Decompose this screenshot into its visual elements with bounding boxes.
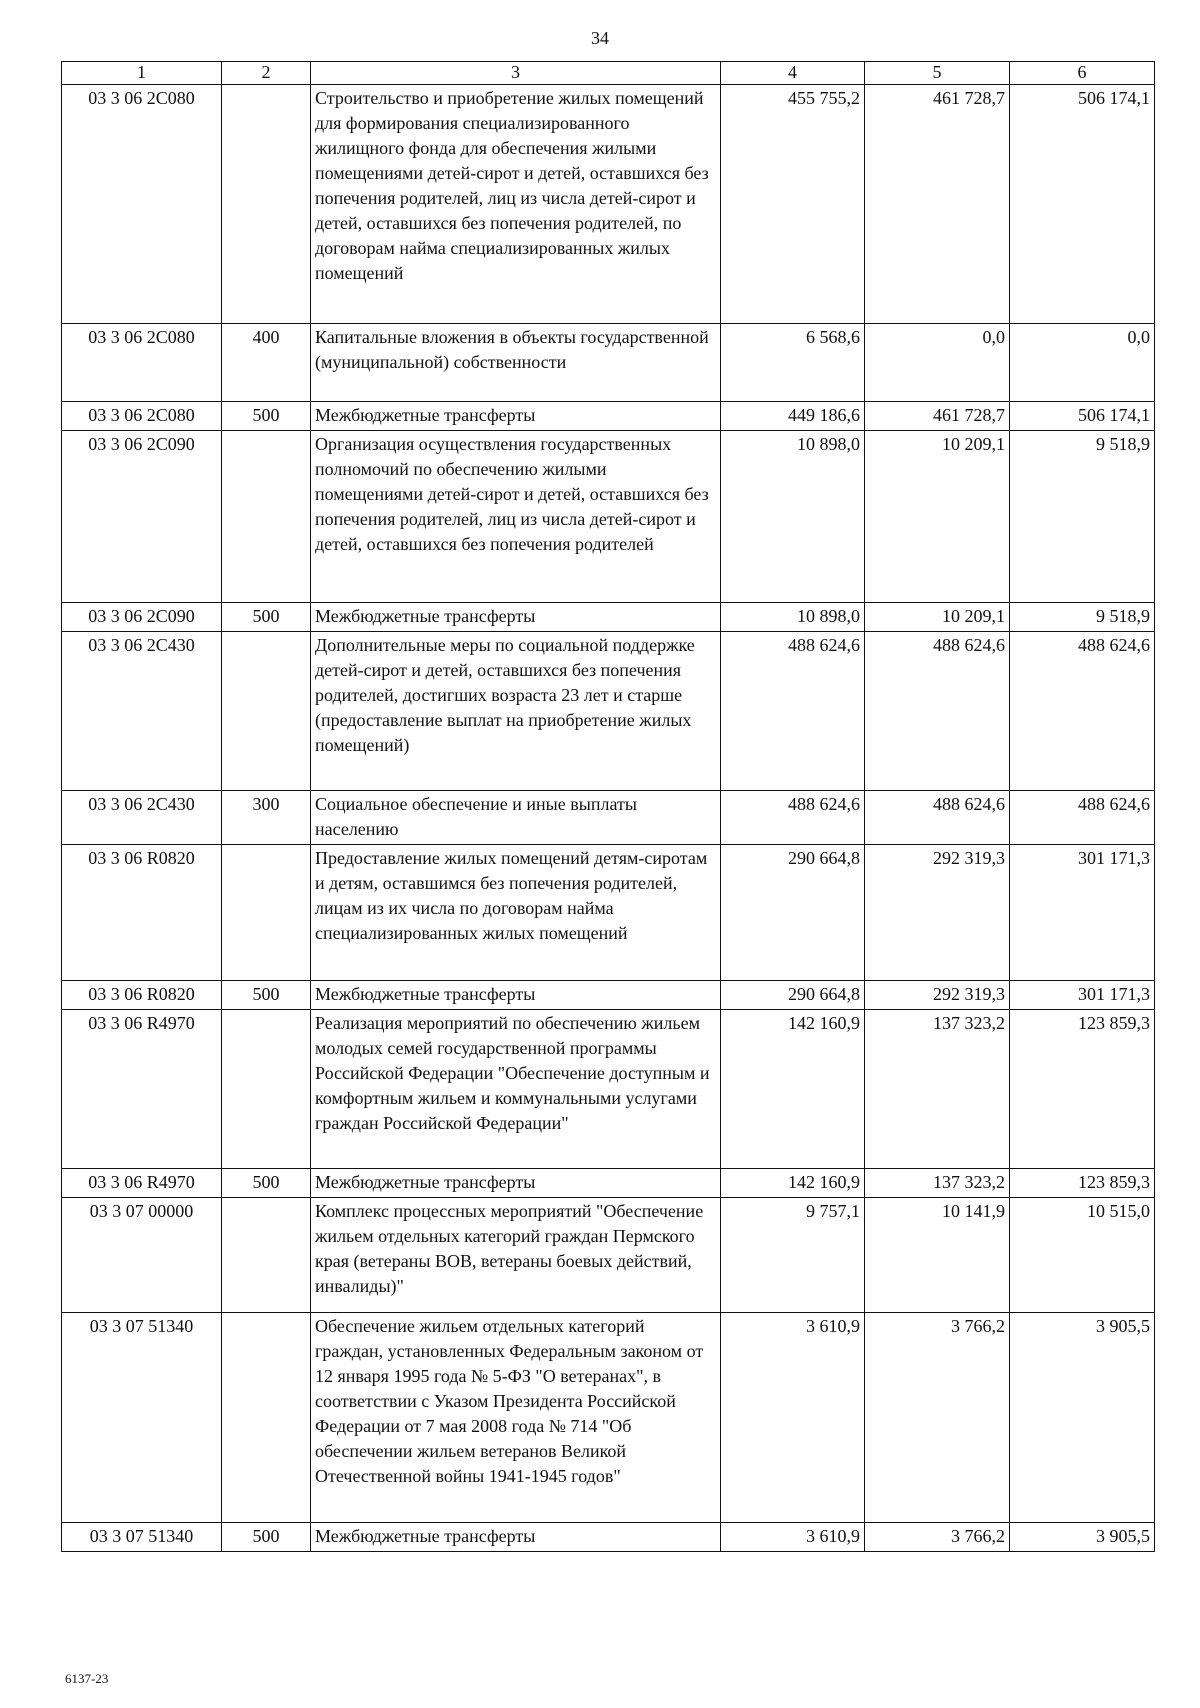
amount-col-5: 488 624,6: [865, 791, 1010, 845]
item-name: Предоставление жилых помещений детям-сиротам и детям, оставшимся без попечения родителей, лицам из их числа по договорам найма специализированных жилых помещений: [311, 845, 721, 981]
target-code: 03 3 06 2C430: [62, 791, 222, 845]
amount-col-5: 10 209,1: [865, 603, 1010, 632]
item-name: Комплекс процессных мероприятий "Обеспечение жильем отдельных категорий граждан Пермского края (ветераны ВОВ, ветераны боевых действий, инвалиды)": [311, 1198, 721, 1313]
target-code: 03 3 06 2C080: [62, 324, 222, 402]
amount-col-6: 488 624,6: [1010, 791, 1155, 845]
amount-col-5: 137 323,2: [865, 1010, 1010, 1169]
amount-col-6: 123 859,3: [1010, 1169, 1155, 1198]
item-name: Дополнительные меры по социальной поддержке детей-сирот и детей, оставшихся без попечения родителей, достигших возраста 23 лет и старше (предоставление выплат на приобретение жилых помещений): [311, 632, 721, 791]
document-code: 6137-23: [65, 1671, 109, 1686]
amount-col-6: 301 171,3: [1010, 981, 1155, 1010]
column-header: 4: [721, 62, 865, 85]
expense-type: [222, 1313, 311, 1523]
expense-type: 500: [222, 402, 311, 431]
amount-col-5: 461 728,7: [865, 85, 1010, 324]
expense-type: [222, 845, 311, 981]
item-name: Межбюджетные трансферты: [311, 603, 721, 632]
item-name: Обеспечение жильем отдельных категорий граждан, установленных Федеральным законом от 12 января 1995 года № 5-ФЗ "О ветеранах", в соответствии с Указом Президента Российской Федерации от 7 мая 2008 года № 714 "Об обеспечении жильем ветеранов Великой Отечественной войны 1941-1945 годов": [311, 1313, 721, 1523]
expense-type: 300: [222, 791, 311, 845]
target-code: 03 3 06 R0820: [62, 845, 222, 981]
amount-col-5: 461 728,7: [865, 402, 1010, 431]
amount-col-6: 0,0: [1010, 324, 1155, 402]
column-header: 1: [62, 62, 222, 85]
target-code: 03 3 06 2C090: [62, 603, 222, 632]
amount-col-4: 3 610,9: [721, 1523, 865, 1552]
page-number: 34: [591, 28, 609, 48]
table-row: [62, 1523, 1155, 1552]
item-name: Организация осуществления государственных полномочий по обеспечению жилыми помещениями детей-сирот и детей, оставшихся без попечения родителей, лиц из числа детей-сирот и детей, оставшихся без попечения родителей: [311, 431, 721, 603]
table-row: [62, 402, 1155, 431]
table-row: [62, 431, 1155, 603]
item-name: Реализация мероприятий по обеспечению жильем молодых семей государственной программы Российской Федерации "Обеспечение доступным и комфортным жильем и коммунальными услугами граждан Российской Федерации": [311, 1010, 721, 1169]
item-name: Межбюджетные трансферты: [311, 1169, 721, 1198]
amount-col-6: 506 174,1: [1010, 85, 1155, 324]
table-row: [62, 324, 1155, 402]
amount-col-5: 10 209,1: [865, 431, 1010, 603]
amount-col-6: 3 905,5: [1010, 1313, 1155, 1523]
column-header: 6: [1010, 62, 1155, 85]
target-code: 03 3 06 R0820: [62, 981, 222, 1010]
target-code: 03 3 07 51340: [62, 1523, 222, 1552]
amount-col-5: 292 319,3: [865, 845, 1010, 981]
target-code: 03 3 06 2C090: [62, 431, 222, 603]
item-name: Строительство и приобретение жилых помещений для формирования специализированного жилищного фонда для обеспечения жилыми помещениями детей-сирот и детей, оставшихся без попечения родителей, лиц из числа детей-сирот и детей, оставшихся без попечения родителей, по договорам найма специализированных жилых помещений: [311, 85, 721, 324]
amount-col-4: 3 610,9: [721, 1313, 865, 1523]
amount-col-6: 9 518,9: [1010, 431, 1155, 603]
item-name: Социальное обеспечение и иные выплаты населению: [311, 791, 721, 845]
table-row: [62, 791, 1155, 845]
amount-col-6: 506 174,1: [1010, 402, 1155, 431]
amount-col-5: 0,0: [865, 324, 1010, 402]
amount-col-5: 137 323,2: [865, 1169, 1010, 1198]
table-row: [62, 845, 1155, 981]
expense-type: 500: [222, 603, 311, 632]
amount-col-4: 142 160,9: [721, 1010, 865, 1169]
expense-type: [222, 431, 311, 603]
target-code: 03 3 07 51340: [62, 1313, 222, 1523]
expense-type: 400: [222, 324, 311, 402]
table-row: [62, 85, 1155, 324]
column-header: 5: [865, 62, 1010, 85]
target-code: 03 3 06 R4970: [62, 1010, 222, 1169]
item-name: Межбюджетные трансферты: [311, 981, 721, 1010]
amount-col-4: 455 755,2: [721, 85, 865, 324]
table-row: [62, 1198, 1155, 1313]
target-code: 03 3 07 00000: [62, 1198, 222, 1313]
amount-col-4: 10 898,0: [721, 431, 865, 603]
expense-type: [222, 632, 311, 791]
amount-col-4: 488 624,6: [721, 791, 865, 845]
expense-type: 500: [222, 1169, 311, 1198]
expense-type: 500: [222, 1523, 311, 1552]
expense-type: 500: [222, 981, 311, 1010]
amount-col-4: 10 898,0: [721, 603, 865, 632]
column-header: 2: [222, 62, 311, 85]
table-row: [62, 632, 1155, 791]
column-number-row: [62, 62, 1155, 85]
table-row: [62, 981, 1155, 1010]
table-row: [62, 1313, 1155, 1523]
amount-col-4: 6 568,6: [721, 324, 865, 402]
target-code: 03 3 06 2C080: [62, 85, 222, 324]
amount-col-4: 488 624,6: [721, 632, 865, 791]
table-row: [62, 1169, 1155, 1198]
amount-col-6: 9 518,9: [1010, 603, 1155, 632]
amount-col-5: 10 141,9: [865, 1198, 1010, 1313]
amount-col-4: 290 664,8: [721, 981, 865, 1010]
amount-col-5: 3 766,2: [865, 1313, 1010, 1523]
target-code: 03 3 06 R4970: [62, 1169, 222, 1198]
item-name: Капитальные вложения в объекты государственной (муниципальной) собственности: [311, 324, 721, 402]
amount-col-6: 123 859,3: [1010, 1010, 1155, 1169]
amount-col-6: 488 624,6: [1010, 632, 1155, 791]
target-code: 03 3 06 2C430: [62, 632, 222, 791]
amount-col-6: 301 171,3: [1010, 845, 1155, 981]
amount-col-4: 9 757,1: [721, 1198, 865, 1313]
amount-col-5: 292 319,3: [865, 981, 1010, 1010]
amount-col-4: 142 160,9: [721, 1169, 865, 1198]
expense-type: [222, 1198, 311, 1313]
amount-col-4: 290 664,8: [721, 845, 865, 981]
budget-table: [61, 61, 1155, 1552]
item-name: Межбюджетные трансферты: [311, 402, 721, 431]
expense-type: [222, 85, 311, 324]
target-code: 03 3 06 2C080: [62, 402, 222, 431]
expense-type: [222, 1010, 311, 1169]
column-header: 3: [311, 62, 721, 85]
item-name: Межбюджетные трансферты: [311, 1523, 721, 1552]
table-row: [62, 603, 1155, 632]
amount-col-5: 3 766,2: [865, 1523, 1010, 1552]
amount-col-4: 449 186,6: [721, 402, 865, 431]
amount-col-6: 10 515,0: [1010, 1198, 1155, 1313]
table-row: [62, 1010, 1155, 1169]
amount-col-5: 488 624,6: [865, 632, 1010, 791]
amount-col-6: 3 905,5: [1010, 1523, 1155, 1552]
